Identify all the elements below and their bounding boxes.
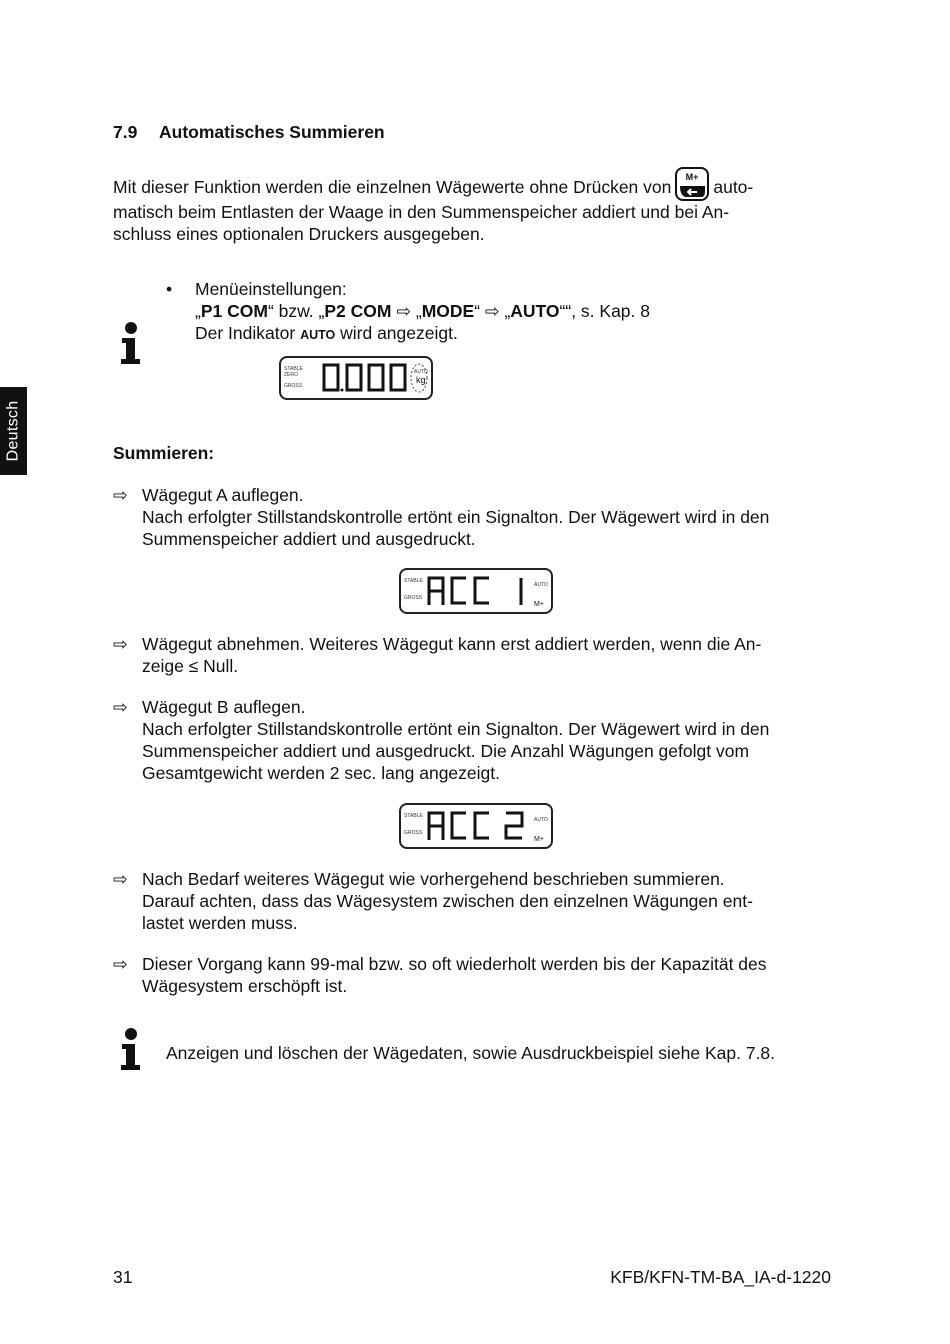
lcd-gross-label: GROSS: [404, 830, 423, 836]
step-3-line-4: Gesamtgewicht werden 2 sec. lang angezeigt.: [142, 763, 500, 783]
lcd-digits: [426, 810, 536, 842]
document-id: KFB/KFN-TM-BA_IA-d-1220: [610, 1267, 831, 1287]
step-2-line-1: Wägegut abnehmen. Weiteres Wägegut kann erst addiert werden, wenn die An-: [142, 634, 762, 654]
intro-text-1-end: auto-: [713, 177, 754, 197]
section-heading: [113, 121, 385, 143]
arrow-icon: ⇨: [113, 485, 128, 505]
step-3-line-3: Summenspeicher addiert und ausgedruckt. Die Anzahl Wägungen gefolgt vom: [142, 741, 750, 761]
intro-text-1: Mit dieser Funktion werden die einzelnen Wägewerte ohne Drücken von: [113, 177, 672, 197]
auto-indicator-label: AUTO: [300, 328, 336, 342]
lcd-zero-label: ZERO: [284, 372, 298, 378]
intro-paragraph: [113, 167, 843, 245]
menu-auto: AUTO: [510, 301, 560, 321]
step-3-line-1: Wägegut B auflegen.: [142, 697, 306, 717]
lcd-display-acc-2: [399, 803, 553, 849]
summieren-heading: Summieren:: [113, 443, 215, 463]
step-4: [113, 868, 843, 934]
lcd-digits: [426, 575, 536, 607]
step-3-line-2: Nach erfolgter Stillstandskontrolle ertönt ein Signalton. Der Wägewert wird in den: [142, 719, 770, 739]
lcd-display-zero: [279, 356, 433, 400]
indicator-note: Der Indikator AUTO wird angezeigt.: [195, 323, 458, 343]
lcd-mplus-label: M+: [534, 601, 544, 608]
step-4-line-2: Darauf achten, dass das Wägesystem zwischen den einzelnen Wägungen ent-: [142, 891, 753, 911]
menu-p1-com: P1 COM: [200, 301, 268, 321]
bullet-dot: •: [166, 279, 173, 299]
step-2-line-2: zeige ≤ Null.: [142, 656, 239, 676]
lcd-auto-label: AUTO: [534, 582, 548, 588]
m-plus-key-icon: [675, 167, 709, 201]
info-icon: [118, 1027, 144, 1071]
section-title: Automatisches Summieren: [159, 122, 385, 142]
step-5-line-2: Wägesystem erschöpft ist.: [142, 976, 348, 996]
lcd-auto-label: AUTO: [414, 369, 428, 375]
step-2: [113, 633, 843, 677]
lcd-unit-label: kg: [416, 375, 426, 385]
menu-settings-note: [166, 278, 806, 346]
arrow-icon: ⇨: [113, 954, 128, 974]
info-icon: [118, 321, 144, 365]
lcd-stable-label: STABLE: [284, 366, 303, 372]
step-4-line-3: lastet werden muss.: [142, 913, 298, 933]
lcd-digits: [321, 362, 413, 394]
arrow-icon: ⇨: [113, 697, 128, 717]
arrow-icon: ⇨: [484, 301, 500, 321]
lcd-gross-label: GROSS: [284, 383, 303, 389]
lcd-stable-label: STABLE: [404, 578, 423, 584]
step-1-line-1: Wägegut A auflegen.: [142, 485, 304, 505]
menu-p2-com: P2 COM: [324, 301, 392, 321]
intro-text-2: matisch beim Entlasten der Waage in den Summenspeicher addiert und bei An-: [113, 202, 730, 222]
language-tab: [0, 387, 27, 475]
step-4-line-1: Nach Bedarf weiteres Wägegut wie vorhergehend beschrieben summieren.: [142, 869, 725, 889]
arrow-icon: ⇨: [113, 869, 128, 889]
page-number: 31: [113, 1267, 133, 1287]
lcd-display-acc-1: [399, 568, 553, 614]
lcd-stable-label: STABLE: [404, 813, 423, 819]
language-tab-label: Deutsch: [4, 400, 22, 462]
step-3: [113, 696, 843, 784]
menu-path: „P1 COM“ bzw. „P2 COM ⇨ „MODE“ ⇨ „AUTO““, s. Kap. 8: [195, 301, 650, 321]
step-1-line-2: Nach erfolgter Stillstandskontrolle ertönt ein Signalton. Der Wägewert wird in den: [142, 507, 770, 527]
step-1: [113, 484, 843, 550]
intro-text-3: schluss eines optionalen Druckers ausgegeben.: [113, 224, 485, 244]
lcd-auto-label: AUTO: [534, 817, 548, 823]
step-5-line-1: Dieser Vorgang kann 99-mal bzw. so oft wiederholt werden bis der Kapazität des: [142, 954, 767, 974]
section-number: 7.9: [113, 122, 138, 142]
lcd-gross-label: GROSS: [404, 595, 423, 601]
step-5: [113, 953, 843, 997]
auto-highlight-marker: [409, 362, 429, 394]
final-note: Anzeigen und löschen der Wägedaten, sowie Ausdruckbeispiel siehe Kap. 7.8.: [166, 1043, 776, 1063]
arrow-icon: ⇨: [396, 301, 411, 321]
menu-mode: MODE: [421, 301, 475, 321]
menu-settings-label: Menüeinstellungen:: [195, 279, 347, 299]
m-plus-key-label: M+: [685, 172, 699, 182]
arrow-icon: ⇨: [113, 634, 128, 654]
step-1-line-3: Summenspeicher addiert und ausgedruckt.: [142, 529, 476, 549]
lcd-mplus-label: M+: [534, 836, 544, 843]
